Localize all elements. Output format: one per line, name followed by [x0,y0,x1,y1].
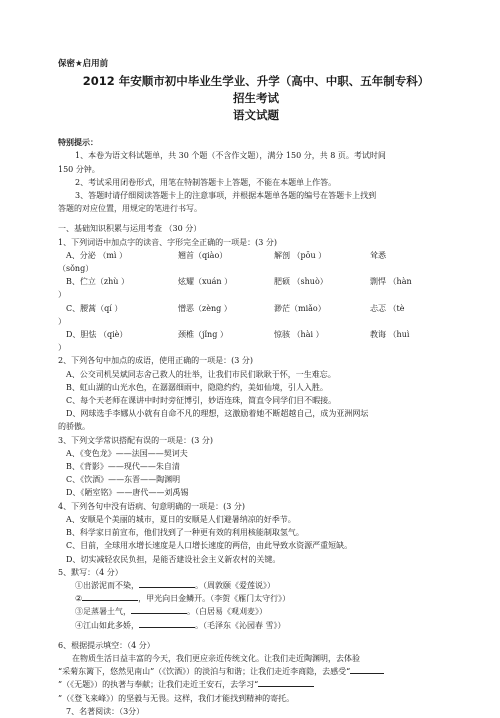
question-6-stem: 6、根据提示填空：（4 分） [58,640,155,650]
answer-blank[interactable] [139,619,195,628]
question-5-stem: 5、默写：（4 分） [58,567,123,577]
answer-blank[interactable] [82,592,138,601]
question-2-option: B、虹山湖的山光水色，在潺潺细雨中，隐隐约约，美如仙境，引人入胜。 [66,382,328,392]
question-4-option: D、切实减轻农民负担，是能否建设社会主义新农村的关键。 [66,554,281,564]
question-6-text: “采菊东篱下，悠然见南山”（《饮酒》）的淡泊与和谐；让我们走近李商隐，去感受“ [58,665,454,678]
question-6-text: 在物质生活日益丰富的今天，我们更应亲近传统文化。让我们走近陶渊明，去体验 [72,653,360,663]
question-2-option: C、每个天老师在课讲中时时旁征博引，妙语连珠，简直令同学们目不暇接。 [66,396,337,406]
exam-subtitle: 招生考试 [233,91,279,106]
notice-line: 2、考试采用闭卷形式，用笔在特制答题卡上答题，不能在本题单上作答。 [75,177,337,187]
dictation-item: ①出淤泥而不染， 。（周敦颐《爱莲说》） [75,580,275,590]
question-7-stem: 7、名著阅读：（3分） [66,706,145,716]
question-2-option: D、网球选手李娜从小就有自命不凡的理想，这激励着她不断超越自己，成为亚洲网坛 [66,409,369,419]
question-1-wrap: ） [58,290,66,300]
notice-line: 1、本卷为语文科试题单，共 30 个题（不含作文题），满分 150 分，共 8 页。考试时间 [75,151,386,161]
secret-label: 保密★启用前 [58,59,109,69]
question-1-stem: 1、下列词语中加点字的读音、字形完全正确的一项是：(3 分) [58,237,277,247]
notice-line: 3、答题时请仔细阅读答题卡上的注意事项，并根据本题单各题的编号在答题卡上找到 [75,191,377,201]
notice-heading: 特别提示： [58,138,98,148]
question-1-option-a: A、分泌 （mì ） 翘首（qiào） 解剖 （pōu ） 耸悉 [66,250,386,260]
question-4-option: C、目前，全球用水增长速度是人口增长速度的两倍，由此导致水资源严重短缺。 [66,541,353,551]
question-2-option: A、公交司机吴斌同志舍己救人的壮举，让我们市民们耿耿于怀，一生难忘。 [66,369,336,379]
answer-blank[interactable] [139,579,195,588]
question-2-stem: 2、下列各句中加点的成语，使用正确的一项是：(3 分) [58,356,253,366]
subject-title: 语文试题 [233,108,279,123]
question-4-stem: 4、下列各句中没有语病、句意明确的一项是：(3 分) [58,501,245,511]
question-3-option: B、《背影》——现代——朱自清 [66,462,180,472]
question-4-option: B、科学家日前宣布，他们找到了一种更有效的利用核能制取氢气。 [66,528,304,538]
question-6-text: ”（《登飞来峰》）的坚毅与无畏。这样，我们才能找到精神的寄托。 [58,693,295,703]
section-heading: 一、基础知识积累与运用考查 （30 分） [58,224,202,234]
notice-line: 150 分钟。 [58,164,100,174]
exam-title: 2012 年安顺市初中毕业生学业、升学（高中、中职、五年制专科） [82,74,430,89]
question-1-wrap: （sǒng） [58,264,94,274]
question-1-option-d: D、胆怯 （qiè） 颈椎（jǐng ） 惊骇 （hài ） 教诲 （huì [66,330,410,340]
answer-blank[interactable] [258,678,314,687]
question-1-wrap: ） [58,316,66,326]
question-3-option: A、《变色龙》——法国——契诃夫 [66,448,188,458]
dictation-item: ② ，甲光向日金鳞开。（李贺《雁门太守行》） [75,594,291,604]
question-1-wrap: ） [58,343,66,353]
dictation-item: ④江山如此多娇， 。（毛泽东《沁园春 雪》） [75,620,286,630]
question-1-option-b: B、伫立（zhù ） 炫耀（xuán ） 肥硕 （shuò） 剽悍 （hàn [66,277,412,287]
answer-blank[interactable] [350,665,384,674]
question-2-option-wrap: 的骄傲。 [58,422,90,432]
question-4-option: A、安顺是个美丽的城市，夏日的安顺是人们避暑纳凉的好季节。 [66,514,296,524]
question-1-option-c: C、腰蒿（qí ） 憎恶（zèng ） 渺茫（miǎo） 忐忑 （tè [66,303,405,313]
dictation-item: ③足蒸暑土气， 。（白居易《观刈麦》） [75,607,267,617]
question-3-stem: 3、下列文学常识搭配有误的一项是：(3 分) [58,435,213,445]
question-3-option: C、《饮酒》——东晋——陶渊明 [66,475,181,485]
notice-line: 答题的对应位置，用规定的笔进行书写。 [58,204,202,214]
question-6-text: ”（《无题》）的执著与奉献；让我们走近王安石，去学习“ [58,678,454,691]
answer-blank[interactable] [131,605,187,614]
question-3-option: D、《陋室铭》——唐代——刘禹锡 [66,488,189,498]
